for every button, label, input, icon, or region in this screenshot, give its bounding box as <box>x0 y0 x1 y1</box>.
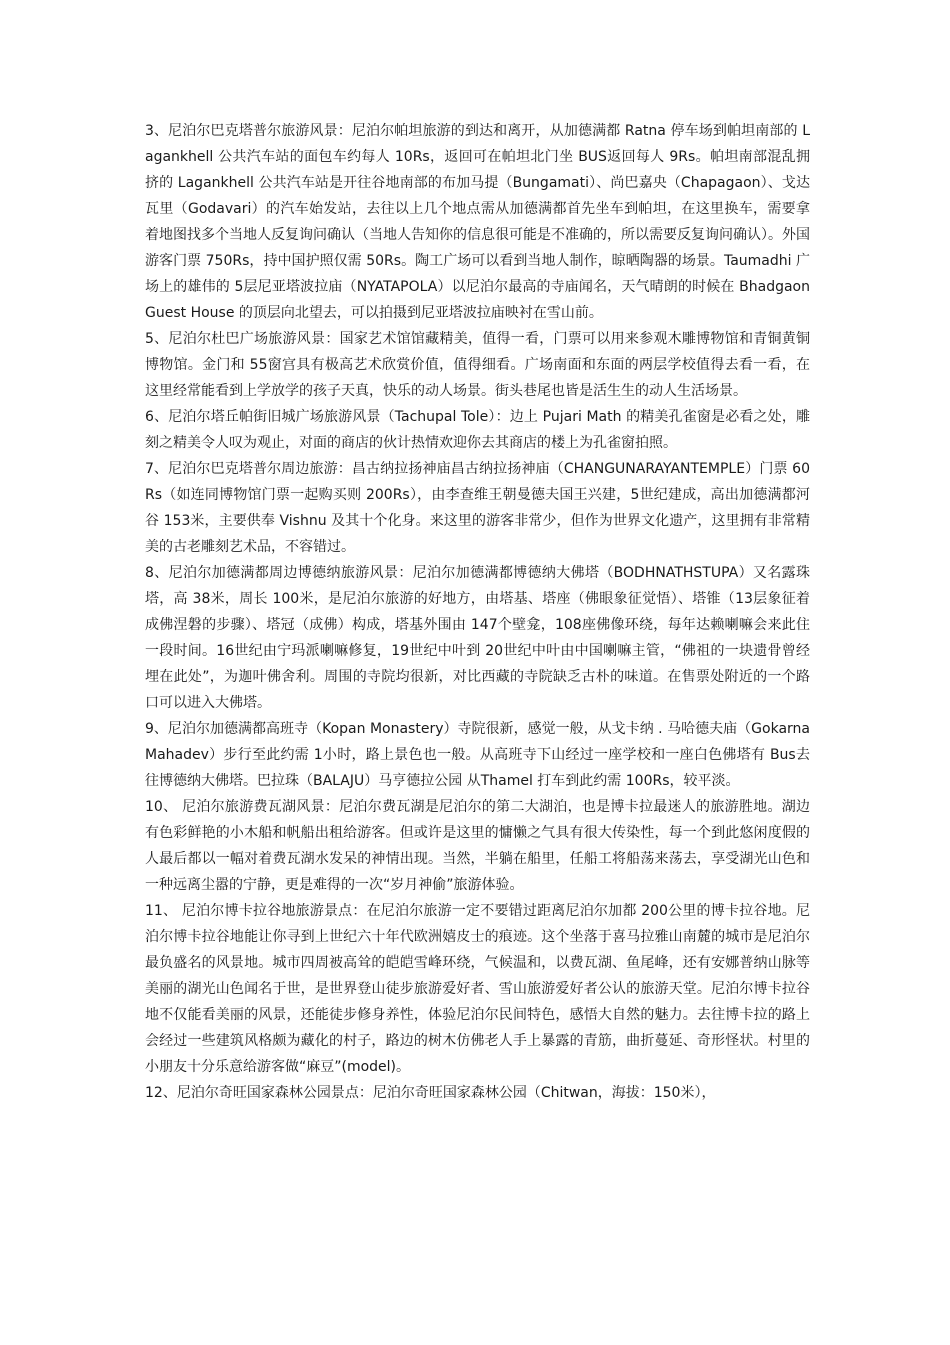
paragraph-pokhara: 11、 尼泊尔博卡拉谷地旅游景点：在尼泊尔旅游一定不要错过距离尼泊尔加都 200公里的博卡拉谷地。尼泊尔博卡拉谷地能让你寻到上世纪六十年代欧洲嬉皮士的痕迹。这个坐落于喜马拉雅山南麓的城市是尼泊尔最负盛名的风景地。城市四周被高耸的皑皑雪峰环绕，气候温和，以费瓦湖、鱼尾峰，还有安娜普纳山脉等美丽的湖光山色闻名于世，是世界登山徒步旅游爱好者、雪山旅游爱好者公认的旅游天堂。尼泊尔博卡拉谷地不仅能看美丽的风景，还能徒步修身养性，体验尼泊尔民间特色，感悟大自然的魅力。去往博卡拉的路上会经过一些建筑风格颇为藏化的村子，路边的树木仿佛老人手上暴露的青筋，曲折蔓延、奇形怪状。村里的小朋友十分乐意给游客做“麻豆”(model)。 <box>145 903 810 1075</box>
paragraph-bhaktapur: 3、尼泊尔巴克塔普尔旅游风景：尼泊尔帕坦旅游的到达和离开，从加德满都 Ratna 停车场到帕坦南部的 Lagankhell 公共汽车站的面包车约每人 10Rs，返回可在帕坦北门坐 BUS返回每人 9Rs。帕坦南部混乱拥挤的 Lagankhell 公共汽车站是开往谷地南部的布加马提（Bungamati）、尚巴嘉央（Chapagaon）、戈达瓦里（Godavari）的汽车始发站，去往以上几个地点需从加德满都首先坐车到帕坦，在这里换车，需要拿着地图找多个当地人反复询问确认（当地人告知你的信息很可能是不准确的，所以需要反复询问确认）。外国游客门票 750Rs，持中国护照仅需 50Rs。陶工广场可以看到当地人制作，晾晒陶器的场景。Taumadhi 广场上的雄伟的 5层尼亚塔波拉庙（NYATAPOLA）以尼泊尔最高的寺庙闻名，天气晴朗的时候在 Bhadgaon Guest House 的顶层向北望去，可以拍摄到尼亚塔波拉庙映衬在雪山前。 <box>145 123 810 321</box>
paragraph-chitwan: 12、尼泊尔奇旺国家森林公园景点：尼泊尔奇旺国家森林公园（Chitwan，海拔：150米）， <box>145 1085 716 1101</box>
paragraph-durbar-square: 5、尼泊尔杜巴广场旅游风景：国家艺术馆馆藏精美，值得一看，门票可以用来参观木雕博物馆和青铜黄铜博物馆。金门和 55窗宫具有极高艺术欣赏价值，值得细看。广场南面和东面的两层学校值得去看一看，在这里经常能看到上学放学的孩子天真，快乐的动人场景。街头巷尾也皆是活生生的动人生活场景。 <box>145 331 810 399</box>
paragraph-changunarayan: 7、尼泊尔巴克塔普尔周边旅游：昌古纳拉扬神庙昌古纳拉扬神庙（CHANGUNARAYANTEMPLE）门票 60Rs（如连同博物馆门票一起购买则 200Rs），由李查维王朝曼德夫国王兴建，5世纪建成，高出加德满都河谷 153米，主要供奉 Vishnu 及其十个化身。来这里的游客非常少，但作为世界文化遗产，这里拥有非常精美的古老雕刻艺术品，不容错过。 <box>145 461 810 555</box>
document-body <box>145 118 810 1106</box>
paragraph-boudhanath: 8、尼泊尔加德满都周边博德纳旅游风景：尼泊尔加德满都博德纳大佛塔（BODHNATHSTUPA）又名露珠塔，高 38米，周长 100米，是尼泊尔旅游的好地方，由塔基、塔座（佛眼象征觉悟）、塔锥（13层象征着成佛涅磐的步骤）、塔冠（成佛）构成，塔基外围由 147个壁龛，108座佛像环绕，每年达赖喇嘛会来此住一段时间。16世纪由宁玛派喇嘛修复，19世纪中叶到 20世纪中叶由中国喇嘛主管，“佛祖的一块遗骨曾经埋在此处”，为迦叶佛舍利。周围的寺院均很新，对比西藏的寺院缺乏古朴的味道。在售票处附近的一个路口可以进入大佛塔。 <box>145 565 810 711</box>
paragraph-tachupal-tole: 6、尼泊尔塔丘帕街旧城广场旅游风景（Tachupal Tole）：边上 Pujari Math 的精美孔雀窗是必看之处，雕刻之精美令人叹为观止，对面的商店的伙计热情欢迎你去其商店的楼上为孔雀窗拍照。 <box>145 409 810 451</box>
paragraph-phewa-lake: 10、 尼泊尔旅游费瓦湖风景：尼泊尔费瓦湖是尼泊尔的第二大湖泊，也是博卡拉最迷人的旅游胜地。湖边有色彩鲜艳的小木船和帆船出租给游客。但或许是这里的慵懒之气具有很大传染性，每一个到此悠闲度假的人最后都以一幅对着费瓦湖水发呆的神情出现。当然，半躺在船里，任船工将船荡来荡去，享受湖光山色和一种远离尘嚣的宁静，更是难得的一次“岁月神偷”旅游体验。 <box>145 799 810 893</box>
paragraph-kopan: 9、尼泊尔加德满都高班寺（Kopan Monastery）寺院很新，感觉一般，从戈卡纳 . 马哈德夫庙（Gokarna Mahadev）步行至此约需 1小时，路上景色也一般。从高班寺下山经过一座学校和一座白色佛塔有 Bus去往博德纳大佛塔。巴拉珠（BALAJU）马亨德拉公园 从Thamel 打车到此约需 100Rs，较平淡。 <box>145 721 810 789</box>
